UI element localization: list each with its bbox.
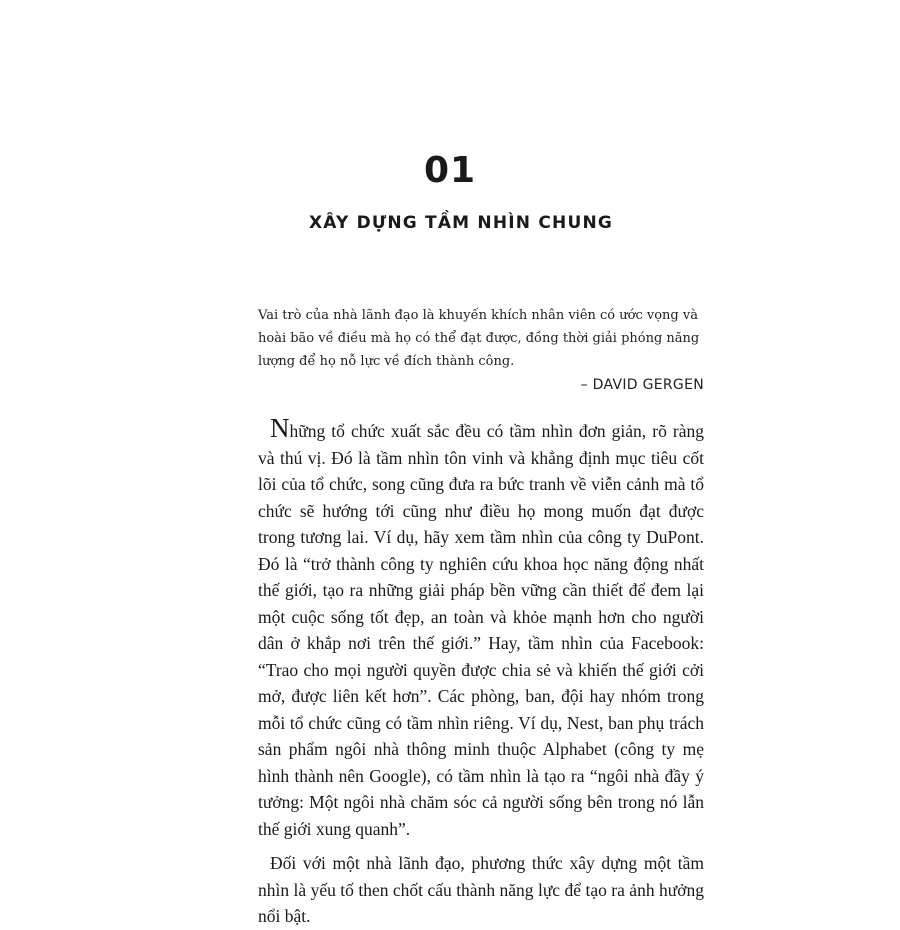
chapter-number: 01: [423, 150, 477, 191]
paragraph-2: Đối với một nhà lãnh đạo, phương thức xây dựng một tầm nhìn là yếu tố then chốt cấu thành năng lực để tạo ra ảnh hưởng nổi bật.: [258, 853, 704, 926]
body-text: [258, 413, 704, 930]
epigraph-quote: Vai trò của nhà lãnh đạo là khuyến khích nhân viên có ước vọng và hoài bão về điều mà họ có thể đạt được, đồng thời giải phóng năng lượng để họ nỗ lực về đích thành công.: [258, 308, 700, 369]
epigraph-attribution: – DAVID GERGEN: [580, 377, 704, 393]
initial-letter: N: [270, 413, 290, 443]
chapter-title: XÂY DỰNG TẦM NHÌN CHUNG: [308, 213, 614, 233]
paragraph-1: [258, 413, 704, 842]
paragraph-1-text: hững tổ chức xuất sắc đều có tầm nhìn đơn giản, rõ ràng và thú vị. Đó là tầm nhìn tôn vinh và khẳng định mục tiêu cốt lõi của tổ chức, song cũng đưa ra bức tranh về viễn cảnh mà tổ chức sẽ hướng tới cũng như điều họ mong muốn đạt được trong tương lai. Ví dụ, hãy xem tầm nhìn của công ty DuPont. Đó là “trở thành công ty nghiên cứu khoa học năng động nhất thế giới, tạo ra những giải pháp bền vững cần thiết để đem lại một cuộc sống tốt đẹp, an toàn và khỏe mạnh hơn cho người dân ở khắp nơi trên thế giới.” Hay, tầm nhìn của Facebook: “Trao cho mọi người quyền được chia sẻ và khiến thế giới cởi mở, được liên kết hơn”. Các phòng, ban, đội hay nhóm trong mỗi tổ chức cũng có tầm nhìn riêng. Ví dụ, Nest, ban phụ trách sản phẩm ngôi nhà thông minh thuộc Alphabet (công ty mẹ hình thành nên Google), có tầm nhìn là tạo ra “ngôi nhà đầy ý tưởng: Một ngôi nhà chăm sóc cả người sống bên trong nó lẫn thế giới xung quanh”.: [258, 421, 704, 839]
